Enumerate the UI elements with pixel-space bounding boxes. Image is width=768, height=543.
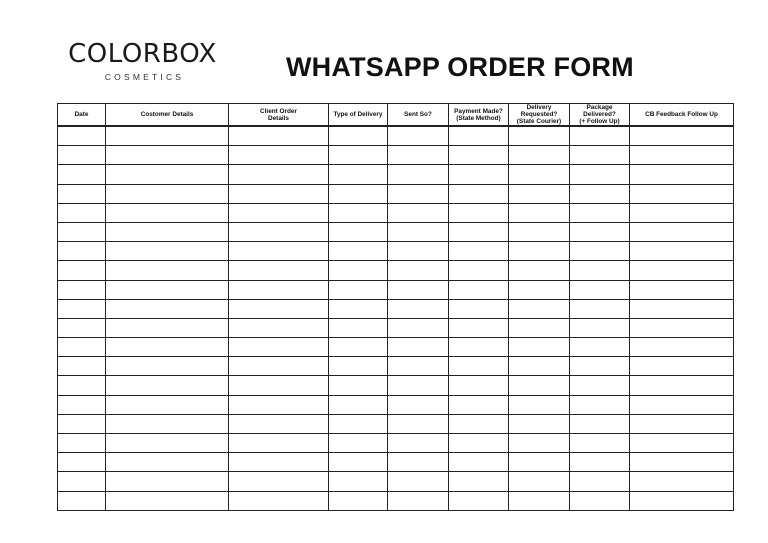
- form-cell[interactable]: [329, 203, 388, 222]
- form-cell[interactable]: [229, 472, 329, 491]
- form-cell[interactable]: [106, 165, 229, 184]
- form-cell[interactable]: [630, 126, 734, 146]
- form-cell[interactable]: [570, 222, 630, 241]
- form-cell[interactable]: [329, 222, 388, 241]
- form-cell[interactable]: [58, 434, 106, 453]
- form-cell[interactable]: [509, 434, 570, 453]
- table-row: [58, 280, 734, 299]
- page-title: WHATSAPP ORDER FORM: [286, 52, 634, 82]
- header-label: Package Delivered? (+ Follow Up): [579, 104, 620, 125]
- form-cell[interactable]: [449, 357, 509, 376]
- form-cell[interactable]: [509, 472, 570, 491]
- form-cell[interactable]: [449, 472, 509, 491]
- form-cell[interactable]: [229, 414, 329, 433]
- form-cell[interactable]: [58, 395, 106, 414]
- form-cell[interactable]: [329, 453, 388, 472]
- form-cell[interactable]: [388, 318, 449, 337]
- form-cell[interactable]: [229, 280, 329, 299]
- form-cell[interactable]: [449, 338, 509, 357]
- header-sent-so: [388, 104, 449, 127]
- header-label: Date: [74, 111, 89, 118]
- form-cell[interactable]: [630, 280, 734, 299]
- form-cell[interactable]: [388, 434, 449, 453]
- form-cell[interactable]: [106, 414, 229, 433]
- form-cell[interactable]: [570, 184, 630, 203]
- form-cell[interactable]: [570, 280, 630, 299]
- form-cell[interactable]: [106, 222, 229, 241]
- form-cell[interactable]: [509, 395, 570, 414]
- form-cell[interactable]: [388, 203, 449, 222]
- form-cell[interactable]: [570, 453, 630, 472]
- form-cell[interactable]: [329, 242, 388, 261]
- brand-logo-subtitle: COSMETICS: [104, 72, 185, 82]
- form-cell[interactable]: [106, 299, 229, 318]
- form-cell[interactable]: [388, 222, 449, 241]
- form-cell[interactable]: [388, 357, 449, 376]
- header-label: CB Feedback Follow Up: [645, 111, 718, 118]
- form-cell[interactable]: [388, 299, 449, 318]
- form-cell[interactable]: [449, 126, 509, 146]
- form-cell[interactable]: [329, 318, 388, 337]
- form-cell[interactable]: [58, 318, 106, 337]
- form-cell[interactable]: [509, 280, 570, 299]
- form-cell[interactable]: [106, 434, 229, 453]
- form-cell[interactable]: [630, 414, 734, 433]
- form-cell[interactable]: [58, 126, 106, 146]
- header-client-order-details: [229, 104, 329, 127]
- form-cell[interactable]: [630, 338, 734, 357]
- header-label: Delivery Requested? (State Courier): [516, 104, 562, 125]
- form-cell[interactable]: [329, 395, 388, 414]
- form-cell[interactable]: [229, 165, 329, 184]
- header-type-of-delivery: [329, 104, 388, 127]
- form-cell[interactable]: [449, 261, 509, 280]
- form-cell[interactable]: [570, 376, 630, 395]
- table-row: [58, 318, 734, 337]
- form-cell[interactable]: [329, 414, 388, 433]
- table-row: [58, 299, 734, 318]
- header-label: Client Order Details: [260, 107, 297, 122]
- table-row: [58, 222, 734, 241]
- table-row: [58, 242, 734, 261]
- form-cell[interactable]: [58, 453, 106, 472]
- form-cell[interactable]: [388, 184, 449, 203]
- form-cell[interactable]: [630, 203, 734, 222]
- table-row: [58, 376, 734, 395]
- header-date: [58, 104, 106, 127]
- form-cell[interactable]: [106, 280, 229, 299]
- form-cell[interactable]: [509, 414, 570, 433]
- form-cell[interactable]: [106, 376, 229, 395]
- form-cell[interactable]: [106, 242, 229, 261]
- form-cell[interactable]: [388, 414, 449, 433]
- form-cell[interactable]: [106, 318, 229, 337]
- form-cell[interactable]: [106, 395, 229, 414]
- header-payment-made: [449, 104, 509, 127]
- form-cell[interactable]: [630, 242, 734, 261]
- form-cell[interactable]: [570, 472, 630, 491]
- form-cell[interactable]: [58, 357, 106, 376]
- table-row: [58, 414, 734, 433]
- header-package-delivered: [570, 104, 630, 127]
- form-cell[interactable]: [509, 242, 570, 261]
- form-cell[interactable]: [509, 491, 570, 510]
- form-cell[interactable]: [106, 126, 229, 146]
- form-cell[interactable]: [106, 338, 229, 357]
- form-cell[interactable]: [449, 414, 509, 433]
- form-cell[interactable]: [329, 261, 388, 280]
- form-cell[interactable]: [630, 261, 734, 280]
- form-cell[interactable]: [388, 280, 449, 299]
- form-cell[interactable]: [388, 376, 449, 395]
- form-cell[interactable]: [388, 126, 449, 146]
- form-cell[interactable]: [58, 242, 106, 261]
- form-cell[interactable]: [106, 203, 229, 222]
- form-cell[interactable]: [229, 395, 329, 414]
- form-cell[interactable]: [229, 203, 329, 222]
- order-form-table: [57, 103, 734, 511]
- form-cell[interactable]: [329, 184, 388, 203]
- form-cell[interactable]: [329, 472, 388, 491]
- brand-logo: [60, 38, 225, 82]
- form-cell[interactable]: [229, 318, 329, 337]
- form-cell[interactable]: [229, 146, 329, 165]
- form-cell[interactable]: [329, 434, 388, 453]
- header-label: Type of Delivery: [333, 111, 383, 118]
- header-cb-feedback-follow-up: [630, 104, 734, 127]
- header-label: Payment Made? (State Method): [454, 107, 503, 122]
- form-cell[interactable]: [630, 299, 734, 318]
- form-cell[interactable]: [570, 491, 630, 510]
- form-cell[interactable]: [329, 165, 388, 184]
- form-cell[interactable]: [570, 414, 630, 433]
- form-cell[interactable]: [449, 376, 509, 395]
- table-row: [58, 434, 734, 453]
- form-cell[interactable]: [509, 357, 570, 376]
- form-cell[interactable]: [388, 338, 449, 357]
- form-cell[interactable]: [58, 376, 106, 395]
- table-row: [58, 472, 734, 491]
- form-cell[interactable]: [58, 184, 106, 203]
- form-cell[interactable]: [630, 318, 734, 337]
- form-cell[interactable]: [570, 203, 630, 222]
- table-body: [58, 126, 734, 510]
- form-cell[interactable]: [509, 453, 570, 472]
- form-cell[interactable]: [509, 376, 570, 395]
- table-row: [58, 491, 734, 510]
- table-row: [58, 338, 734, 357]
- table-row: [58, 203, 734, 222]
- form-cell[interactable]: [630, 472, 734, 491]
- form-cell[interactable]: [570, 395, 630, 414]
- header-delivery-requested: [509, 104, 570, 127]
- form-cell[interactable]: [58, 203, 106, 222]
- form-cell[interactable]: [509, 203, 570, 222]
- form-cell[interactable]: [449, 491, 509, 510]
- form-cell[interactable]: [570, 357, 630, 376]
- form-cell[interactable]: [106, 357, 229, 376]
- form-cell[interactable]: [570, 318, 630, 337]
- form-cell[interactable]: [509, 261, 570, 280]
- form-cell[interactable]: [630, 222, 734, 241]
- form-cell[interactable]: [58, 491, 106, 510]
- form-cell[interactable]: [570, 165, 630, 184]
- form-cell[interactable]: [329, 491, 388, 510]
- form-cell[interactable]: [58, 261, 106, 280]
- form-cell[interactable]: [570, 261, 630, 280]
- form-cell[interactable]: [106, 453, 229, 472]
- brand-logo-wordmark: COLORBOX: [68, 39, 217, 69]
- form-cell[interactable]: [449, 184, 509, 203]
- form-cell[interactable]: [229, 242, 329, 261]
- form-cell[interactable]: [449, 165, 509, 184]
- form-cell[interactable]: [58, 165, 106, 184]
- form-cell[interactable]: [449, 242, 509, 261]
- form-cell[interactable]: [449, 299, 509, 318]
- header-label: Costomer Details: [140, 111, 194, 118]
- form-cell[interactable]: [388, 261, 449, 280]
- form-cell[interactable]: [509, 318, 570, 337]
- table-row: [58, 261, 734, 280]
- form-cell[interactable]: [509, 165, 570, 184]
- header-customer-details: [106, 104, 229, 127]
- form-cell[interactable]: [58, 280, 106, 299]
- form-cell[interactable]: [630, 434, 734, 453]
- form-cell[interactable]: [509, 299, 570, 318]
- form-cell[interactable]: [630, 395, 734, 414]
- form-cell[interactable]: [449, 395, 509, 414]
- header-label: Sent So?: [404, 111, 432, 118]
- form-cell[interactable]: [58, 414, 106, 433]
- form-cell[interactable]: [329, 126, 388, 146]
- form-cell[interactable]: [388, 165, 449, 184]
- form-cell[interactable]: [449, 222, 509, 241]
- form-cell[interactable]: [229, 261, 329, 280]
- form-cell[interactable]: [329, 146, 388, 165]
- form-cell[interactable]: [509, 222, 570, 241]
- form-cell[interactable]: [329, 357, 388, 376]
- form-cell[interactable]: [106, 491, 229, 510]
- form-cell[interactable]: [229, 184, 329, 203]
- form-cell[interactable]: [106, 184, 229, 203]
- form-cell[interactable]: [388, 395, 449, 414]
- table-row: [58, 146, 734, 165]
- form-cell[interactable]: [229, 222, 329, 241]
- form-cell[interactable]: [630, 491, 734, 510]
- form-cell[interactable]: [229, 299, 329, 318]
- form-cell[interactable]: [570, 146, 630, 165]
- table-row: [58, 357, 734, 376]
- form-cell[interactable]: [570, 434, 630, 453]
- form-cell[interactable]: [229, 434, 329, 453]
- form-cell[interactable]: [58, 299, 106, 318]
- form-cell[interactable]: [106, 472, 229, 491]
- form-cell[interactable]: [570, 126, 630, 146]
- form-cell[interactable]: [509, 146, 570, 165]
- form-cell[interactable]: [570, 338, 630, 357]
- form-cell[interactable]: [630, 453, 734, 472]
- form-cell[interactable]: [449, 434, 509, 453]
- form-cell[interactable]: [106, 146, 229, 165]
- form-cell[interactable]: [329, 280, 388, 299]
- form-cell[interactable]: [229, 453, 329, 472]
- table-row: [58, 126, 734, 146]
- form-cell[interactable]: [509, 338, 570, 357]
- form-cell[interactable]: [509, 184, 570, 203]
- form-cell[interactable]: [388, 453, 449, 472]
- form-cell[interactable]: [388, 146, 449, 165]
- form-cell[interactable]: [106, 261, 229, 280]
- form-cell[interactable]: [229, 338, 329, 357]
- form-cell[interactable]: [630, 165, 734, 184]
- form-cell[interactable]: [329, 376, 388, 395]
- form-cell[interactable]: [570, 299, 630, 318]
- form-cell[interactable]: [58, 222, 106, 241]
- table-row: [58, 165, 734, 184]
- table-header-row: [58, 104, 734, 127]
- form-cell[interactable]: [329, 299, 388, 318]
- table-row: [58, 395, 734, 414]
- form-cell[interactable]: [449, 318, 509, 337]
- form-cell[interactable]: [630, 376, 734, 395]
- form-cell[interactable]: [58, 146, 106, 165]
- form-cell[interactable]: [229, 126, 329, 146]
- form-cell[interactable]: [229, 491, 329, 510]
- form-cell[interactable]: [449, 146, 509, 165]
- form-cell[interactable]: [58, 472, 106, 491]
- form-cell[interactable]: [229, 376, 329, 395]
- form-cell[interactable]: [449, 203, 509, 222]
- form-cell[interactable]: [570, 242, 630, 261]
- form-cell[interactable]: [388, 491, 449, 510]
- form-cell[interactable]: [229, 357, 329, 376]
- form-cell[interactable]: [329, 338, 388, 357]
- form-cell[interactable]: [58, 338, 106, 357]
- form-cell[interactable]: [449, 280, 509, 299]
- form-cell[interactable]: [630, 357, 734, 376]
- form-cell[interactable]: [630, 146, 734, 165]
- form-cell[interactable]: [630, 184, 734, 203]
- form-cell[interactable]: [388, 242, 449, 261]
- form-cell[interactable]: [449, 453, 509, 472]
- form-cell[interactable]: [388, 472, 449, 491]
- form-cell[interactable]: [509, 126, 570, 146]
- table-row: [58, 184, 734, 203]
- table-row: [58, 453, 734, 472]
